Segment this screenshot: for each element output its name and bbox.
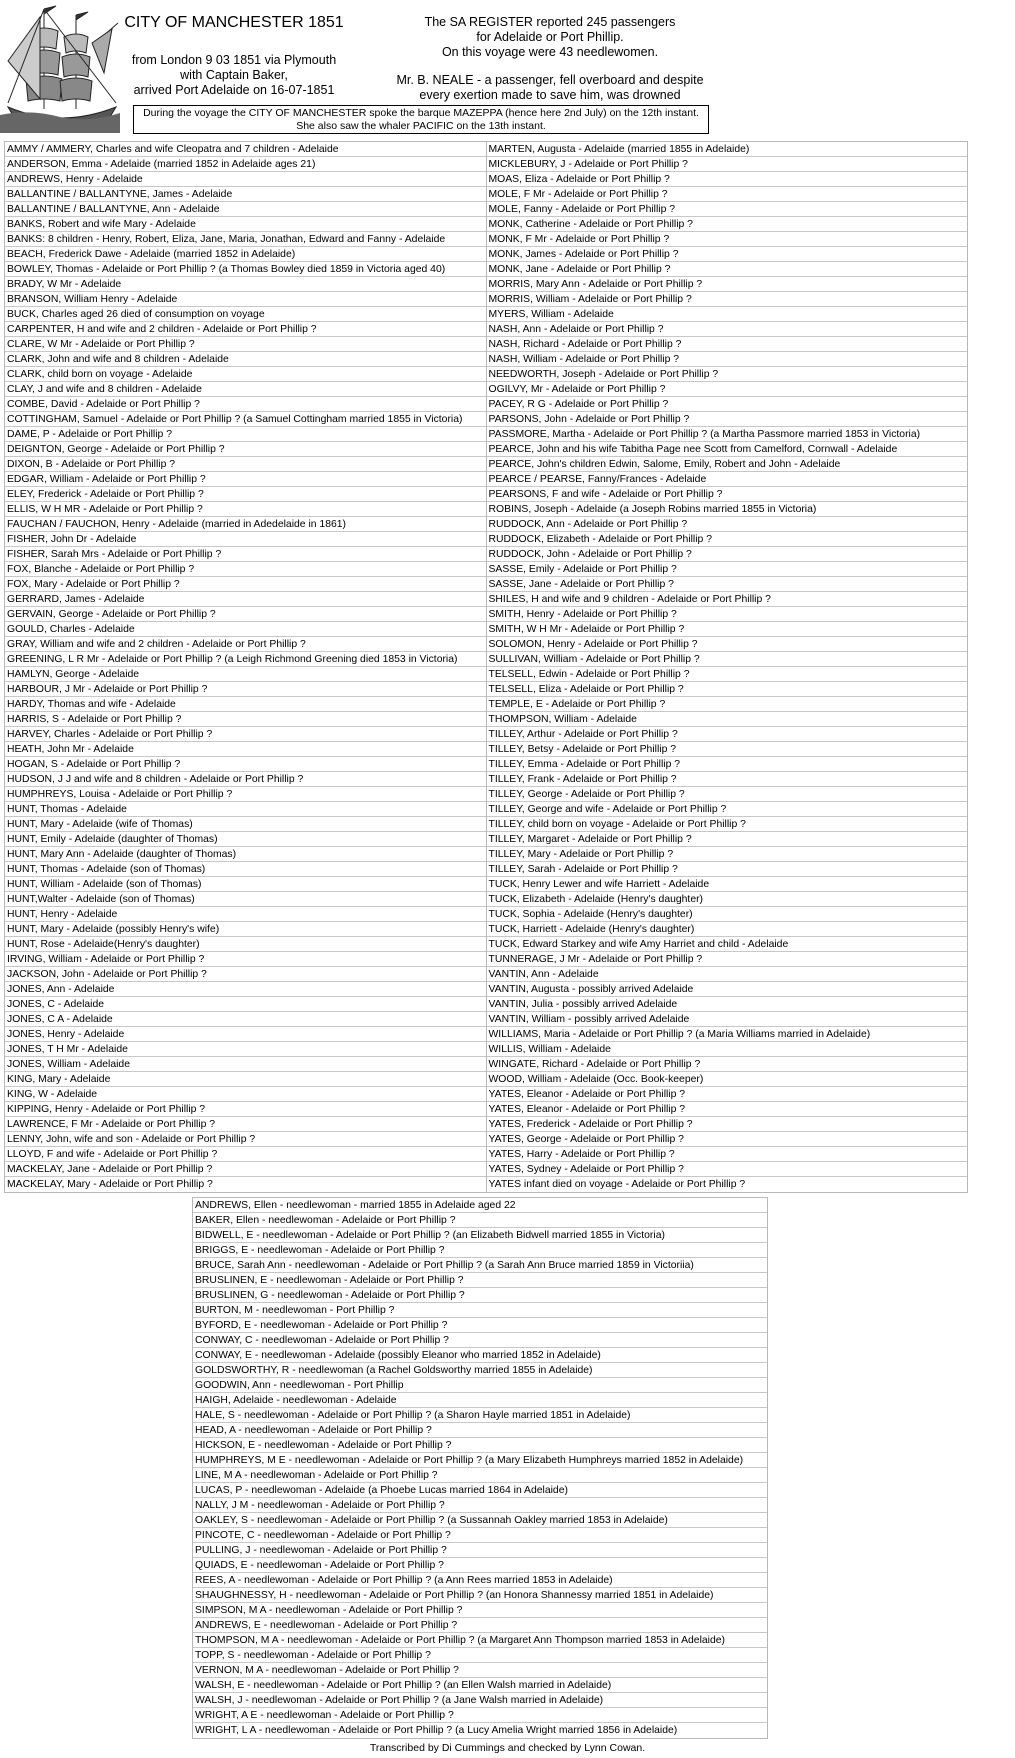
list-item: VANTIN, William - possibly arrived Adelaide (487, 1012, 968, 1027)
list-item: LINE, M A - needlewoman - Adelaide or Port Phillip ? (193, 1468, 767, 1483)
list-item: TUCK, Harriett - Adelaide (Henry's daughter) (487, 922, 968, 937)
list-item: HEAD, A - needlewoman - Adelaide or Port Phillip ? (193, 1423, 767, 1438)
list-item: GREENING, L R Mr - Adelaide or Port Phillip ? (a Leigh Richmond Greening died 1853 in Victoria) (5, 652, 486, 667)
list-item: TILLEY, Emma - Adelaide or Port Phillip ? (487, 757, 968, 772)
list-item: HARVEY, Charles - Adelaide or Port Phillip ? (5, 727, 486, 742)
list-item: GERRARD, James - Adelaide (5, 592, 486, 607)
list-item: FISHER, John Dr - Adelaide (5, 532, 486, 547)
list-item: JONES, William - Adelaide (5, 1057, 486, 1072)
list-item: BRIGGS, E - needlewoman - Adelaide or Port Phillip ? (193, 1243, 767, 1258)
list-item: NASH, Ann - Adelaide or Port Phillip ? (487, 322, 968, 337)
list-item: PEARCE / PEARSE, Fanny/Frances - Adelaide (487, 472, 968, 487)
list-item: EDGAR, William - Adelaide or Port Phillip ? (5, 472, 486, 487)
list-item: THOMPSON, William - Adelaide (487, 712, 968, 727)
list-item: TILLEY, Arthur - Adelaide or Port Phillip ? (487, 727, 968, 742)
transcription-credit: Transcribed by Di Cummings and checked by Lynn Cowan. (369, 1742, 646, 1754)
voyage-note-line: During the voyage the CITY OF MANCHESTER spoke the barque MAZEPPA (hence here 2nd July) on the 12th instant. (143, 107, 699, 119)
list-item: HARBOUR, J Mr - Adelaide or Port Phillip ? (5, 682, 486, 697)
list-item: IRVING, William - Adelaide or Port Phillip ? (5, 952, 486, 967)
neale-note (380, 73, 720, 103)
list-item: PACEY, R G - Adelaide or Port Phillip ? (487, 397, 968, 412)
route-line: arrived Port Adelaide on 16-07-1851 (133, 83, 335, 97)
page-header (0, 0, 1015, 140)
list-item: CLARK, child born on voyage - Adelaide (5, 367, 486, 382)
list-item: SMITH, W H Mr - Adelaide or Port Phillip ? (487, 622, 968, 637)
list-item: TELSELL, Edwin - Adelaide or Port Phillip ? (487, 667, 968, 682)
list-item: SHILES, H and wife and 9 children - Adelaide or Port Phillip ? (487, 592, 968, 607)
list-item: BRADY, W Mr - Adelaide (5, 277, 486, 292)
list-item: HUNT, Henry - Adelaide (5, 907, 486, 922)
list-item: THOMPSON, M A - needlewoman - Adelaide or Port Phillip ? (a Margaret Ann Thompson married 1853 in Adelaide) (193, 1633, 767, 1648)
list-item: JONES, T H Mr - Adelaide (5, 1042, 486, 1057)
list-item: HOGAN, S - Adelaide or Port Phillip ? (5, 757, 486, 772)
list-item: ELEY, Frederick - Adelaide or Port Phillip ? (5, 487, 486, 502)
route-line: with Captain Baker, (180, 68, 288, 82)
register-line: for Adelaide or Port Phillip. (476, 30, 624, 44)
list-item: TILLEY, Mary - Adelaide or Port Phillip ? (487, 847, 968, 862)
list-item: TUCK, Sophia - Adelaide (Henry's daughter) (487, 907, 968, 922)
list-item: BANKS: 8 children - Henry, Robert, Eliza, Jane, Maria, Jonathan, Edward and Fanny - Adelaide (5, 232, 486, 247)
needlewomen-table (192, 1197, 768, 1739)
list-item: COTTINGHAM, Samuel - Adelaide or Port Phillip ? (a Samuel Cottingham married 1855 in Victoria) (5, 412, 486, 427)
list-item: LUCAS, P - needlewoman - Adelaide (a Phoebe Lucas married 1864 in Adelaide) (193, 1483, 767, 1498)
list-item: GRAY, William and wife and 2 children - Adelaide or Port Phillip ? (5, 637, 486, 652)
list-item: TUNNERAGE, J Mr - Adelaide or Port Phillip ? (487, 952, 968, 967)
list-item: HUNT, Rose - Adelaide(Henry's daughter) (5, 937, 486, 952)
list-item: HUNT, William - Adelaide (son of Thomas) (5, 877, 486, 892)
list-item: MONK, Jane - Adelaide or Port Phillip ? (487, 262, 968, 277)
list-item: ELLIS, W H MR - Adelaide or Port Phillip ? (5, 502, 486, 517)
list-item: GOULD, Charles - Adelaide (5, 622, 486, 637)
list-item: YATES, Eleanor - Adelaide or Port Phillip ? (487, 1087, 968, 1102)
list-item: ANDREWS, Ellen - needlewoman - married 1855 in Adelaide aged 22 (193, 1198, 767, 1213)
list-item: VERNON, M A - needlewoman - Adelaide or Port Phillip ? (193, 1663, 767, 1678)
list-item: CLARE, W Mr - Adelaide or Port Phillip ? (5, 337, 486, 352)
list-item: HUNT, Thomas - Adelaide (son of Thomas) (5, 862, 486, 877)
list-item: PULLING, J - needlewoman - Adelaide or Port Phillip ? (193, 1543, 767, 1558)
list-item: ANDERSON, Emma - Adelaide (married 1852 in Adelaide ages 21) (5, 157, 486, 172)
list-item: PEARCE, John's children Edwin, Salome, Emily, Robert and John - Adelaide (487, 457, 968, 472)
list-item: YATES, Sydney - Adelaide or Port Phillip ? (487, 1162, 968, 1177)
list-item: TILLEY, George and wife - Adelaide or Port Phillip ? (487, 802, 968, 817)
list-item: SMITH, Henry - Adelaide or Port Phillip ? (487, 607, 968, 622)
list-item: LENNY, John, wife and son - Adelaide or Port Phillip ? (5, 1132, 486, 1147)
list-item: HUMPHREYS, Louisa - Adelaide or Port Phillip ? (5, 787, 486, 802)
list-item: BURTON, M - needlewoman - Port Phillip ? (193, 1303, 767, 1318)
list-item: GERVAIN, George - Adelaide or Port Phillip ? (5, 607, 486, 622)
list-item: HEATH, John Mr - Adelaide (5, 742, 486, 757)
list-item: HICKSON, E - needlewoman - Adelaide or Port Phillip ? (193, 1438, 767, 1453)
list-item: VANTIN, Julia - possibly arrived Adelaide (487, 997, 968, 1012)
list-item: WALSH, E - needlewoman - Adelaide or Port Phillip ? (an Ellen Walsh married in Adelaide) (193, 1678, 767, 1693)
list-item: PINCOTE, C - needlewoman - Adelaide or Port Phillip ? (193, 1528, 767, 1543)
route-line: from London 9 03 1851 via Plymouth (131, 53, 337, 67)
list-item: TUCK, Edward Starkey and wife Amy Harriet and child - Adelaide (487, 937, 968, 952)
list-item: OGILVY, Mr - Adelaide or Port Phillip ? (487, 382, 968, 397)
list-item: PEARSONS, F and wife - Adelaide or Port Phillip ? (487, 487, 968, 502)
list-item: YATES, George - Adelaide or Port Phillip ? (487, 1132, 968, 1147)
list-item: FOX, Blanche - Adelaide or Port Phillip ? (5, 562, 486, 577)
list-item: PEARCE, John and his wife Tabitha Page nee Scott from Camelford, Cornwall - Adelaide (487, 442, 968, 457)
list-item: YATES infant died on voyage - Adelaide or Port Phillip ? (488, 1179, 746, 1190)
list-item: MOAS, Eliza - Adelaide or Port Phillip ? (487, 172, 968, 187)
list-item: VANTIN, Augusta - possibly arrived Adelaide (487, 982, 968, 997)
list-item: TILLEY, Betsy - Adelaide or Port Phillip ? (487, 742, 968, 757)
list-item: HUNT, Mary - Adelaide (possibly Henry's wife) (5, 922, 486, 937)
list-item: CLARK, John and wife and 8 children - Adelaide (5, 352, 486, 367)
list-item: TILLEY, Margaret - Adelaide or Port Phillip ? (487, 832, 968, 847)
neale-line: Mr. B. NEALE - a passenger, fell overboard and despite (396, 73, 704, 87)
list-item: PASSMORE, Martha - Adelaide or Port Phillip ? (a Martha Passmore married 1853 in Victoria) (487, 427, 968, 442)
list-item: SIMPSON, M A - needlewoman - Adelaide or Port Phillip ? (193, 1603, 767, 1618)
list-item: MACKELAY, Mary - Adelaide or Port Phillip ? (7, 1179, 213, 1190)
list-item: WRIGHT, A E - needlewoman - Adelaide or Port Phillip ? (193, 1708, 767, 1723)
list-item: MONK, James - Adelaide or Port Phillip ? (487, 247, 968, 262)
list-item: TEMPLE, E - Adelaide or Port Phillip ? (487, 697, 968, 712)
list-item: MORRIS, William - Adelaide or Port Phillip ? (487, 292, 968, 307)
list-item: GOODWIN, Ann - needlewoman - Port Phillip (193, 1378, 767, 1393)
list-item: CONWAY, C - needlewoman - Adelaide or Port Phillip ? (193, 1333, 767, 1348)
list-item: MONK, F Mr - Adelaide or Port Phillip ? (487, 232, 968, 247)
list-item: PARSONS, John - Adelaide or Port Phillip ? (487, 412, 968, 427)
list-item: HUNT,Walter - Adelaide (son of Thomas) (5, 892, 486, 907)
list-item: HUNT, Mary Ann - Adelaide (daughter of Thomas) (5, 847, 486, 862)
list-item: HARRIS, S - Adelaide or Port Phillip ? (5, 712, 486, 727)
register-line: The SA REGISTER reported 245 passengers (424, 15, 676, 29)
list-item: FOX, Mary - Adelaide or Port Phillip ? (5, 577, 486, 592)
list-item: YATES, Frederick - Adelaide or Port Phillip ? (487, 1117, 968, 1132)
list-item: LLOYD, F and wife - Adelaide or Port Phillip ? (5, 1147, 486, 1162)
list-item: TILLEY, George - Adelaide or Port Phillip ? (487, 787, 968, 802)
list-item: RUDDOCK, John - Adelaide or Port Phillip ? (487, 547, 968, 562)
list-item: BUCK, Charles aged 26 died of consumption on voyage (5, 307, 486, 322)
list-item: TILLEY, child born on voyage - Adelaide or Port Phillip ? (487, 817, 968, 832)
list-item: HALE, S - needlewoman - Adelaide or Port Phillip ? (a Sharon Hayle married 1851 in Adelaide) (193, 1408, 767, 1423)
list-item: TUCK, Henry Lewer and wife Harriett - Adelaide (487, 877, 968, 892)
list-item: NALLY, J M - needlewoman - Adelaide or Port Phillip ? (193, 1498, 767, 1513)
voyage-note-box (133, 105, 709, 134)
route-info (118, 53, 350, 98)
list-item: JONES, C A - Adelaide (5, 1012, 486, 1027)
list-item: WILLIS, William - Adelaide (487, 1042, 968, 1057)
list-item: QUIADS, E - needlewoman - Adelaide or Port Phillip ? (193, 1558, 767, 1573)
passenger-table (4, 141, 968, 1193)
voyage-note-line: She also saw the whaler PACIFIC on the 13th instant. (296, 120, 546, 132)
list-item: REES, A - needlewoman - Adelaide or Port Phillip ? (a Ann Rees married 1853 in Adelaide) (193, 1573, 767, 1588)
list-item: BRUSLINEN, E - needlewoman - Adelaide or Port Phillip ? (193, 1273, 767, 1288)
list-item: BALLANTINE / BALLANTYNE, Ann - Adelaide (5, 202, 486, 217)
list-item: HAIGH, Adelaide - needlewoman - Adelaide (193, 1393, 767, 1408)
list-item: HUNT, Emily - Adelaide (daughter of Thomas) (5, 832, 486, 847)
list-item: YATES, Harry - Adelaide or Port Phillip ? (487, 1147, 968, 1162)
list-item: TILLEY, Sarah - Adelaide or Port Phillip ? (487, 862, 968, 877)
list-item: MYERS, William - Adelaide (487, 307, 968, 322)
list-item: ANDREWS, Henry - Adelaide (5, 172, 486, 187)
list-item: SOLOMON, Henry - Adelaide or Port Phillip ? (487, 637, 968, 652)
list-item: OAKLEY, S - needlewoman - Adelaide or Port Phillip ? (a Sussannah Oakley married 1853 in Adelaide) (193, 1513, 767, 1528)
list-item: RUDDOCK, Ann - Adelaide or Port Phillip ? (487, 517, 968, 532)
list-item: BEACH, Frederick Dawe - Adelaide (married 1852 in Adelaide) (5, 247, 486, 262)
list-item: JACKSON, John - Adelaide or Port Phillip ? (5, 967, 486, 982)
list-item: WRIGHT, L A - needlewoman - Adelaide or Port Phillip ? (a Lucy Amelia Wright married 1856 in Adelaide) (195, 1725, 678, 1736)
list-item: SASSE, Emily - Adelaide or Port Phillip ? (487, 562, 968, 577)
list-item: JONES, Ann - Adelaide (5, 982, 486, 997)
list-item: BRUCE, Sarah Ann - needlewoman - Adelaide or Port Phillip ? (a Sarah Ann Bruce married 1859 in Victoriia) (193, 1258, 767, 1273)
list-item: HUMPHREYS, M E - needlewoman - Adelaide or Port Phillip ? (a Mary Elizabeth Humphreys married 1852 in Adelaide) (193, 1453, 767, 1468)
sailing-ship-icon (0, 3, 120, 133)
list-item: AMMY / AMMERY, Charles and wife Cleopatra and 7 children - Adelaide (5, 142, 486, 157)
list-item: TILLEY, Frank - Adelaide or Port Phillip ? (487, 772, 968, 787)
ship-title: CITY OF MANCHESTER 1851 (124, 14, 344, 31)
list-item: HUNT, Thomas - Adelaide (5, 802, 486, 817)
list-item: FISHER, Sarah Mrs - Adelaide or Port Phillip ? (5, 547, 486, 562)
list-item: MOLE, Fanny - Adelaide or Port Phillip ? (487, 202, 968, 217)
list-item: BAKER, Ellen - needlewoman - Adelaide or Port Phillip ? (193, 1213, 767, 1228)
list-item: TELSELL, Eliza - Adelaide or Port Phillip ? (487, 682, 968, 697)
list-item: JONES, C - Adelaide (5, 997, 486, 1012)
list-item: ROBINS, Joseph - Adelaide (a Joseph Robins married 1855 in Victoria) (487, 502, 968, 517)
list-item: HAMLYN, George - Adelaide (5, 667, 486, 682)
list-item: RUDDOCK, Elizabeth - Adelaide or Port Phillip ? (487, 532, 968, 547)
list-item: NASH, Richard - Adelaide or Port Phillip ? (487, 337, 968, 352)
list-item: BIDWELL, E - needlewoman - Adelaide or Port Phillip ? (an Elizabeth Bidwell married 1855 in Victoria) (193, 1228, 767, 1243)
list-item: HARDY, Thomas and wife - Adelaide (5, 697, 486, 712)
list-item: DIXON, B - Adelaide or Port Phillip ? (5, 457, 486, 472)
list-item: COMBE, David - Adelaide or Port Phillip ? (5, 397, 486, 412)
list-item: VANTIN, Ann - Adelaide (487, 967, 968, 982)
list-item: DEIGNTON, George - Adelaide or Port Phillip ? (5, 442, 486, 457)
list-item: TUCK, Elizabeth - Adelaide (Henry's daughter) (487, 892, 968, 907)
list-item: WOOD, William - Adelaide (Occ. Book-keeper) (487, 1072, 968, 1087)
list-item: MARTEN, Augusta - Adelaide (married 1855 in Adelaide) (487, 142, 968, 157)
list-item: SASSE, Jane - Adelaide or Port Phillip ? (487, 577, 968, 592)
list-item: NEEDWORTH, Joseph - Adelaide or Port Phillip ? (487, 367, 968, 382)
register-line: On this voyage were 43 needlewomen. (441, 45, 659, 59)
list-item: BYFORD, E - needlewoman - Adelaide or Port Phillip ? (193, 1318, 767, 1333)
list-item: DAME, P - Adelaide or Port Phillip ? (5, 427, 486, 442)
passenger-column-left (5, 142, 486, 1192)
list-item: MONK, Catherine - Adelaide or Port Phillip ? (487, 217, 968, 232)
list-item: FAUCHAN / FAUCHON, Henry - Adelaide (married in Adedelaide in 1861) (5, 517, 486, 532)
list-item: SHAUGHNESSY, H - needlewoman - Adelaide or Port Phillip ? (an Honora Shannessy married 1851 in Adelaide) (193, 1588, 767, 1603)
list-item: HUNT, Mary - Adelaide (wife of Thomas) (5, 817, 486, 832)
list-item: TOPP, S - needlewoman - Adelaide or Port Phillip ? (193, 1648, 767, 1663)
list-item: BRANSON, William Henry - Adelaide (5, 292, 486, 307)
list-item: KING, W - Adelaide (5, 1087, 486, 1102)
list-item: MACKELAY, Jane - Adelaide or Port Phillip ? (5, 1162, 486, 1177)
list-item: NASH, William - Adelaide or Port Phillip ? (487, 352, 968, 367)
list-item: JONES, Henry - Adelaide (5, 1027, 486, 1042)
list-item: CONWAY, E - needlewoman - Adelaide (possibly Eleanor who married 1852 in Adelaide) (193, 1348, 767, 1363)
list-item: KING, Mary - Adelaide (5, 1072, 486, 1087)
list-item: MICKLEBURY, J - Adelaide or Port Phillip ? (487, 157, 968, 172)
register-info (380, 15, 720, 60)
list-item: WINGATE, Richard - Adelaide or Port Phillip ? (487, 1057, 968, 1072)
list-item: BANKS, Robert and wife Mary - Adelaide (5, 217, 486, 232)
list-item: WALSH, J - needlewoman - Adelaide or Port Phillip ? (a Jane Walsh married in Adelaide) (193, 1693, 767, 1708)
list-item: SULLIVAN, William - Adelaide or Port Phillip ? (487, 652, 968, 667)
list-item: ANDREWS, E - needlewoman - Adelaide or Port Phillip ? (193, 1618, 767, 1633)
list-item: CLAY, J and wife and 8 children - Adelaide (5, 382, 486, 397)
list-item: LAWRENCE, F Mr - Adelaide or Port Phillip ? (5, 1117, 486, 1132)
neale-line: every exertion made to save him, was drowned (419, 88, 681, 102)
list-item: MOLE, F Mr - Adelaide or Port Phillip ? (487, 187, 968, 202)
list-item: YATES, Eleanor - Adelaide or Port Phillip ? (487, 1102, 968, 1117)
list-item: BALLANTINE / BALLANTYNE, James - Adelaide (5, 187, 486, 202)
list-item: CARPENTER, H and wife and 2 children - Adelaide or Port Phillip ? (5, 322, 486, 337)
list-item: WILLIAMS, Maria - Adelaide or Port Phillip ? (a Maria Williams married in Adelaide) (487, 1027, 968, 1042)
list-item: MORRIS, Mary Ann - Adelaide or Port Phillip ? (487, 277, 968, 292)
list-item: GOLDSWORTHY, R - needlewoman (a Rachel Goldsworthy married 1855 in Adelaide) (193, 1363, 767, 1378)
list-item: BOWLEY, Thomas - Adelaide or Port Phillip ? (a Thomas Bowley died 1859 in Victoria aged 40) (5, 262, 486, 277)
list-item: HUDSON, J J and wife and 8 children - Adelaide or Port Phillip ? (5, 772, 486, 787)
list-item: KIPPING, Henry - Adelaide or Port Phillip ? (5, 1102, 486, 1117)
passenger-column-right (486, 142, 968, 1192)
list-item: BRUSLINEN, G - needlewoman - Adelaide or Port Phillip ? (193, 1288, 767, 1303)
